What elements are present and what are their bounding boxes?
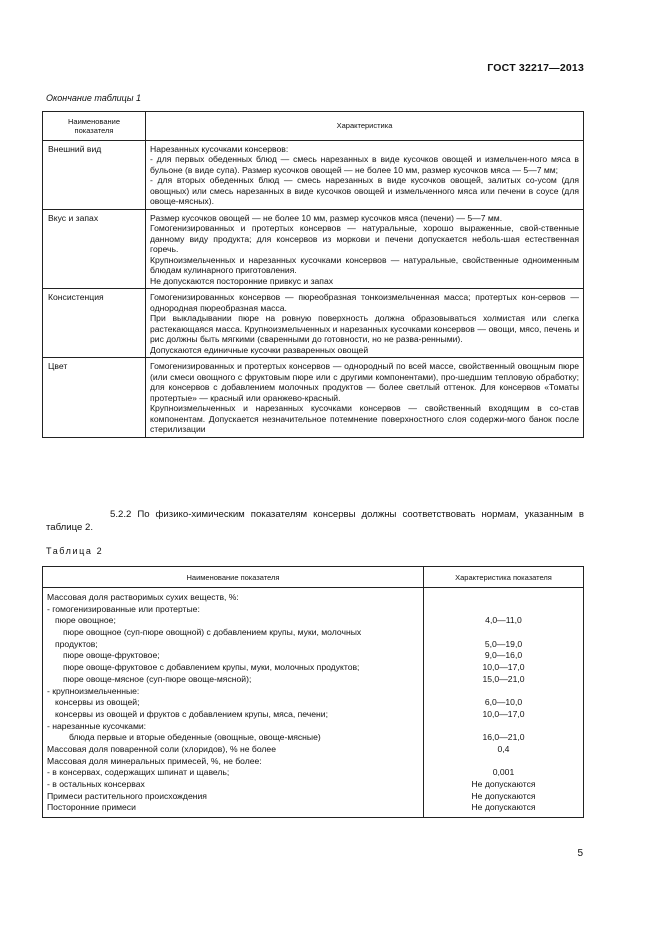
indicator-name: Массовая доля растворимых сухих веществ, %:: [47, 592, 239, 602]
table1-row: [43, 209, 584, 288]
desc-line: Гомогенизированных и протертых консервов — однородный по всей массе, свойственный овощным пюре (или смеси овощного с фруктовым пюре или с другими компонентами), про-шедшим тепловую обработку; для консервов с добавлением молочных продуктов — более светлый оттенок. Для консервов «Томаты протертые» — красный или оранжево-красный.: [150, 361, 579, 403]
table2-indicator-names: [43, 588, 424, 818]
desc-line: Размер кусочков овощей — не более 10 мм, размер кусочков мяса (печени) — 5—7 мм.: [150, 212, 503, 223]
indicator-name: - гомогенизированные или протертые:: [47, 603, 200, 614]
physico-chemical-table: [42, 566, 584, 818]
indicator-value: 10,0—17,0: [482, 708, 525, 719]
desc-line: Гомогенизированных и протертых консервов — натуральные, хорошо выраженные, свой-ственные данному виду продукта; для консервов из моркови и печени допускается неболь-шая естественная горечь.: [150, 223, 579, 255]
indicator-name: пюре овощное;: [55, 615, 116, 626]
indicator-name: Посторонние примеси: [47, 802, 136, 813]
indicator-value: 5,0—19,0: [484, 638, 523, 649]
indicator-name: пюре овоще-мясное (суп-пюре овоще-мясной);: [63, 673, 252, 684]
indicator-name: консервы из овощей;: [55, 697, 140, 708]
indicator-name: - в остальных консервах: [47, 779, 145, 789]
indicator-value: [428, 627, 579, 639]
indicator-name: продуктов;: [55, 638, 98, 649]
table2-header-row: [43, 567, 584, 588]
section-paragraph-5-2-2: 5.2.2 По физико-химическим показателям консервы должны соответствовать нормам, указанным в таблице 2.: [46, 509, 584, 533]
desc-line: Допускаются единичные кусочки разваренных овощей: [150, 344, 369, 355]
row-name-taste-smell: Вкус и запах: [43, 209, 146, 288]
indicator-value: 0,4: [497, 743, 510, 754]
desc-line: Крупноизмельченных и нарезанных кусочками консервов — свойственный входящим в со-став компонентам. Допускается незначительное потемнение поверхностного слоя содержи-мого банок после стерилизации: [150, 403, 579, 435]
row-desc-appearance: [146, 141, 584, 210]
indicator-value: [428, 604, 579, 616]
indicator-name: Примеси растительного происхождения: [47, 790, 207, 801]
desc-line: Нарезанных кусочками консервов:: [150, 144, 289, 154]
table2-caption: Таблица 2: [46, 546, 104, 556]
table1-col-characteristic-header: Характеристика: [146, 112, 584, 141]
indicator-value: 6,0—10,0: [484, 697, 523, 708]
row-name-color: Цвет: [43, 358, 146, 437]
characteristics-table: [42, 111, 584, 438]
indicator-name: - нарезанные кусочками:: [47, 720, 147, 731]
table2-body-row: [43, 588, 584, 818]
indicator-value: [428, 686, 579, 698]
desc-line: Не допускаются посторонние привкус и запах: [150, 275, 334, 286]
indicator-value: 9,0—16,0: [484, 650, 523, 661]
indicator-name: пюре овощное (суп-пюре овощной) с добавлением крупы, муки, молочных: [63, 627, 362, 638]
table2-col-value-header: Характеристика показателя: [424, 567, 584, 588]
indicator-name: пюре овоще-фруктовое с добавлением крупы, муки, молочных продуктов;: [63, 662, 360, 673]
table1-row: [43, 289, 584, 358]
indicator-value: 15,0—21,0: [482, 673, 525, 684]
table1-row: [43, 141, 584, 210]
indicator-name: - в консервах, содержащих шпинат и щавель;: [47, 767, 230, 778]
indicator-value: [428, 756, 579, 768]
table1-row: [43, 358, 584, 437]
table1-header-row: [43, 112, 584, 141]
document-standard-code: ГОСТ 32217—2013: [487, 62, 584, 74]
table1-col-name-header-line2: показателя: [74, 126, 114, 135]
indicator-name: Массовая доля поваренной соли (хлоридов), % не более: [47, 743, 276, 754]
page-number: 5: [577, 848, 583, 859]
indicator-name: блюда первые и вторые обеденные (овощные, овоще-мясные): [69, 732, 321, 743]
indicator-value: 0,001: [492, 767, 515, 778]
indicator-value: [428, 592, 579, 604]
desc-line: Крупноизмельченных и нарезанных кусочками консервов — натуральные, свойственные одноименным блюдам кулинарного приготовления.: [150, 254, 579, 276]
row-name-consistency: Консистенция: [43, 289, 146, 358]
table2-indicator-values: [424, 588, 584, 818]
indicator-value: Не допускаются: [471, 790, 536, 801]
indicator-value: 4,0—11,0: [485, 615, 522, 626]
indicator-name: Массовая доля минеральных примесей, %, не более:: [47, 755, 262, 766]
indicator-name: пюре овоще-фруктовое;: [63, 650, 160, 661]
table1-col-name-header: [43, 112, 146, 141]
indicator-value: Не допускаются: [471, 779, 536, 789]
indicator-value: [428, 721, 579, 733]
row-desc-taste-smell: [146, 209, 584, 288]
desc-line: - для первых обеденных блюд — смесь нарезанных в виде кусочков овощей и измельчен-ного мяса в бульоне (в виде супа). Размер кусочков овощей — не более 10 мм, размер кусочков мяса — 5—7 мм;: [150, 154, 579, 175]
row-desc-consistency: [146, 289, 584, 358]
desc-line: Гомогенизированных консервов — пюреобразная тонкоизмельченная масса; протертых кон-сервов — однородная пюреобразная масса.: [150, 292, 579, 313]
row-desc-color: [146, 358, 584, 437]
indicator-name: консервы из овощей и фруктов с добавлением крупы, мяса, печени;: [55, 708, 328, 719]
desc-line: При выкладывании пюре на ровную поверхность должна образовываться холмистая или слегка растекающаяся масса. Крупноизмельченных и нарезанных кусочками консервов — овощи, мясо, печень и рис должны быть мягкими (сваренными до готовности, но не разва-ренными).: [150, 313, 579, 345]
table1-col-name-header-line1: Наименование: [68, 116, 120, 126]
indicator-value: Не допускаются: [471, 802, 536, 813]
indicator-value: 16,0—21,0: [482, 732, 525, 743]
table2-col-name-header: Наименование показателя: [43, 567, 424, 588]
row-name-appearance: Внешний вид: [43, 141, 146, 210]
indicator-name: - крупноизмельченные:: [47, 685, 140, 696]
table1-caption: Окончание таблицы 1: [46, 93, 141, 103]
indicator-value: 10,0—17,0: [482, 662, 525, 673]
desc-line: - для вторых обеденных блюд — смесь нарезанных в виде кусочков овощей, залитых со-усом (для овощных) или смесь нарезанных в виде кусочков овощей и измельченного мяса или печени в соусе (для овоще-мясных).: [150, 175, 579, 207]
